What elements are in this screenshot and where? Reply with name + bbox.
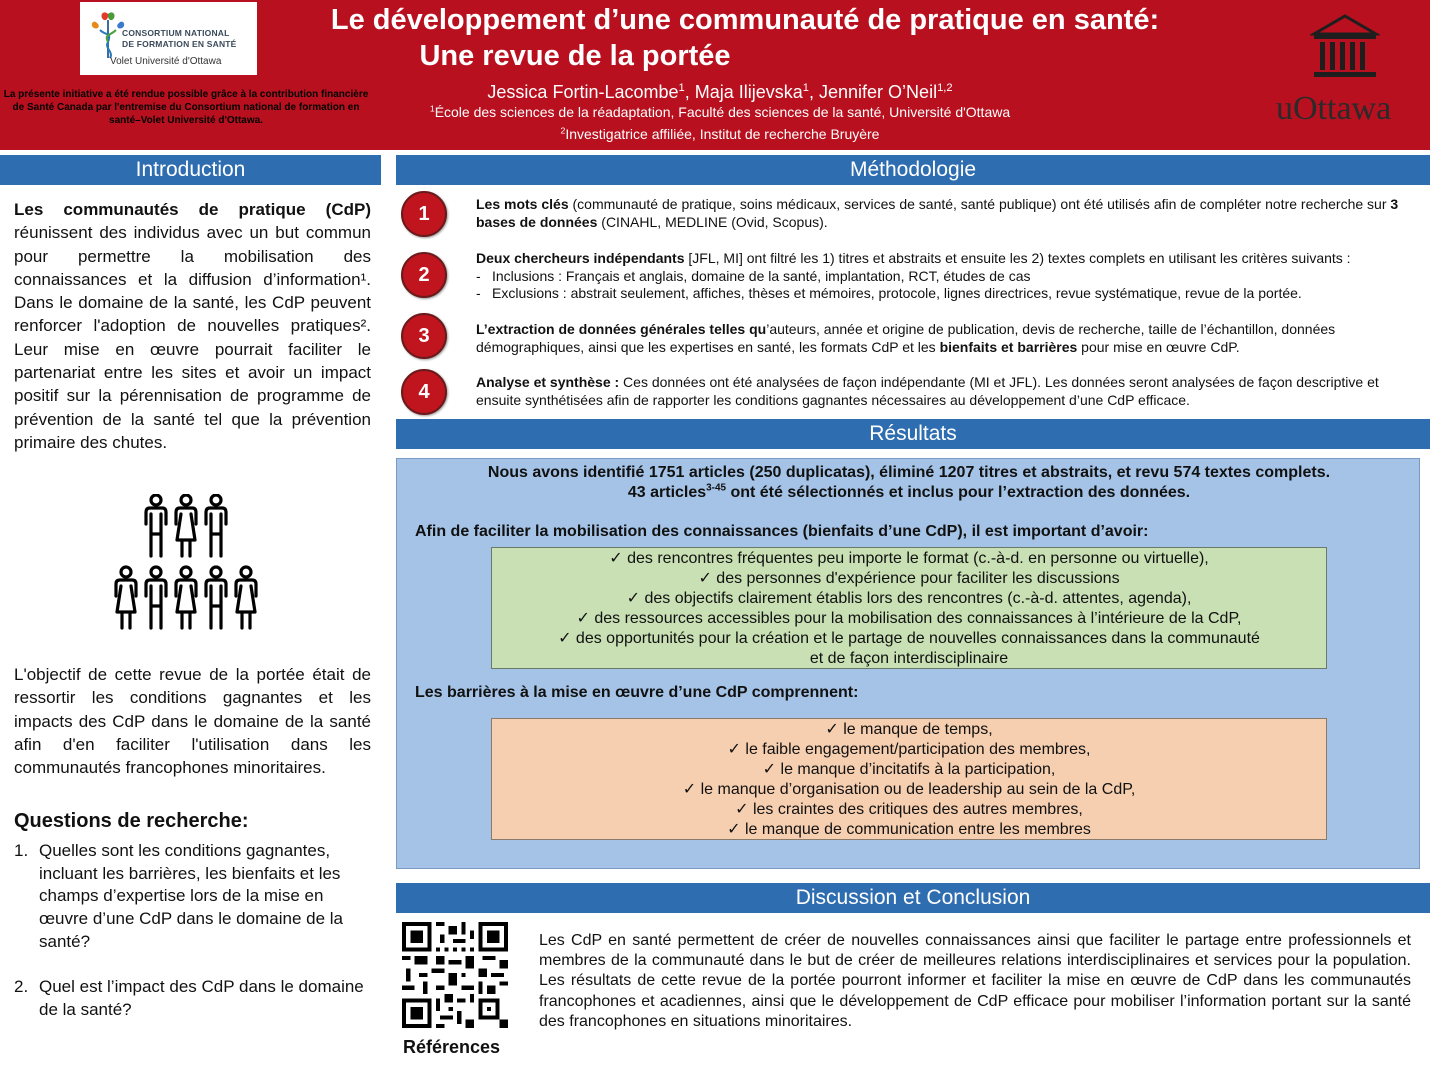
affiliation-2 <box>360 126 1080 142</box>
step-1-text <box>476 196 1416 231</box>
poster-title-line-1: Le développement d’une communauté de pratique en santé: <box>330 4 1160 36</box>
question-text: Quel est l’impact des CdP dans le domaine de la santé? <box>39 977 364 1019</box>
section-introduction: Introduction <box>0 155 381 185</box>
bullet-text: Exclusions : abstrait seulement, affiches, thèses et mémoires, protocole, lignes directrices, revue systématique, revue de la portée. <box>492 285 1302 301</box>
list-item: ✓ le manque de communication entre les membres <box>727 821 1091 839</box>
qr-code-icon[interactable] <box>402 922 508 1028</box>
intro-text: réunissent des individus avec un but commun pour permettre la mobilisation des connaissances et la diffusion d’information¹. Dans le domaine de la santé, les CdP peuvent renforcer l'adoption de nouvelles pratiques². Leur mise en œuvre pourrait faciliter le partenariat entre les sites et avoir un impact positif sur la pérennisation de programme de prévention de la santé tel que la prévention primaire des chutes. <box>14 223 371 452</box>
affiliation-text: Investigatrice affiliée, Institut de recherche Bruyère <box>565 126 880 142</box>
author-sup: 1 <box>802 82 809 94</box>
list-item <box>14 840 374 954</box>
affiliation-sup: 2 <box>560 125 566 136</box>
section-methodology: Méthodologie <box>396 155 1430 185</box>
funding-note: La présente initiative a été rendue possible grâce à la contribution financière de Santé Canada par l'entremise du Consortium national de formation en santé–Volet Université d'Ottawa. <box>3 89 369 126</box>
list-item: - Exclusions : abstrait seulement, affiches, thèses et mémoires, protocole, lignes directrices, revue systématique, revue de la portée. <box>476 285 1302 301</box>
step-bold: bienfaits et barrières <box>939 338 1078 355</box>
step-bold: Analyse et synthèse : <box>476 374 620 390</box>
benefits-list <box>491 547 1327 669</box>
logo-line-2: DE FORMATION EN SANTÉ <box>122 39 237 49</box>
list-item: ✓ le faible engagement/participation des membres, <box>727 741 1091 759</box>
section-discussion: Discussion et Conclusion <box>396 883 1430 913</box>
author-name: Maja Ilijevska <box>694 82 803 102</box>
bullet-text: Inclusions : Français et anglais, domaine de la santé, implantation, RCT, études de cas <box>492 267 1031 284</box>
step-text-part: (communauté de pratique, soins médicaux, services de santé, santé publique) ont été utilisés afin de compléter notre recherche sur <box>568 196 1391 212</box>
author-name: Jennifer O’Neil <box>819 82 938 102</box>
list-item: ✓ le manque d’organisation ou de leadership au sein de la CdP, <box>682 781 1136 799</box>
list-item: ✓ des personnes d'expérience pour faciliter les discussions <box>698 570 1120 588</box>
summary-part: ont été sélectionnés et inclus pour l’extraction des données. <box>726 484 1191 501</box>
results-summary <box>397 463 1421 503</box>
list-item <box>14 976 374 1021</box>
list-item: ✓ des opportunités pour la création et le partage de nouvelles connaissances dans la communauté et de façon interdisciplinaire <box>558 630 1260 668</box>
consortium-logo <box>80 2 257 75</box>
author-name: Jessica Fortin-Lacombe <box>487 82 679 102</box>
step-text-part: [JFL, MI] ont filtré les 1) titres et abstraits et ensuite les 2) textes complets en utilisant les critères suivants : <box>684 250 1351 266</box>
research-questions-list <box>14 840 374 1044</box>
summary-sup: 3-45 <box>706 482 726 494</box>
benefits-title: Afin de faciliter la mobilisation des connaissances (bienfaits d’une CdP), il est important d’avoir: <box>415 523 1149 540</box>
list-item: - Inclusions : Français et anglais, domaine de la santé, implantation, RCT, études de cas <box>476 267 1031 284</box>
affiliation-1 <box>360 104 1080 120</box>
logo-line-1: CONSORTIUM NATIONAL <box>122 28 230 38</box>
step-2-lead <box>476 250 1416 268</box>
step-number-4: 4 <box>401 369 447 415</box>
step-text-part: pour mise en œuvre CdP. <box>1077 338 1240 355</box>
author-sup: 1 <box>678 82 685 94</box>
step-bold: Deux chercheurs indépendants <box>476 250 685 266</box>
step-bold: L’extraction de données générales telles qu <box>476 321 767 337</box>
step-4-text <box>476 374 1416 409</box>
list-item: ✓ des objectifs clairement établis lors des rencontres (c.-à-d. attentes, agenda), <box>626 590 1192 608</box>
step-bold: Les mots clés <box>476 196 569 212</box>
objective-paragraph: L'objectif de cette revue de la portée était de ressortir les conditions gagnantes et les impacts des CdP dans le domaine de la santé afin d'en faciliter l'utilisation dans les communautés francophones minoritaires. <box>14 665 371 778</box>
results-summary-line-2 <box>397 483 1421 503</box>
references-label[interactable]: Références <box>403 1037 501 1057</box>
list-item: ✓ les craintes des critiques des autres membres, <box>735 801 1083 819</box>
intro-bold-lead: Les communautés de pratique (CdP) <box>14 200 371 219</box>
authors: Jessica Fortin-Lacombe$^1$, Maja Ilijevska$^1$, Jennifer O’Neil$^{1,2}$ <box>487 82 953 102</box>
uottawa-building-icon <box>1310 12 1380 82</box>
step-number-1: 1 <box>401 191 447 237</box>
question-number: 1. <box>14 841 29 860</box>
step-2-text <box>476 250 1416 303</box>
poster-header <box>0 0 1430 150</box>
results-panel <box>396 458 1420 869</box>
affiliation-text: École des sciences de la réadaptation, Faculté des sciences de la santé, Université d'Ottawa <box>434 104 1011 120</box>
introduction-paragraph <box>14 198 371 454</box>
step-text-part: ’auteurs, année et origine de publication, devis de recherche, taille de l’échantillon, données démographiques, ainsi que les expertises en santé, les formats CdP et les <box>476 321 1336 355</box>
summary-part: 43 articles <box>627 484 707 501</box>
step-3-text <box>476 321 1416 356</box>
step-bold: 3 bases de données <box>476 196 1399 230</box>
logo-line-3: Volet Université d'Ottawa <box>110 56 222 67</box>
discussion-paragraph: Les CdP en santé permettent de créer de nouvelles connaissances ainsi que faciliter le partage entre professionnels et membres de la communauté dans le but de créer de meilleures relations interdisciplinaires et services pour la population. Les résultats de cette revue de la portée pourront informer et faciliter la mise en œuvre de CdP dans les communautés francophones et acadiennes, ainsi que le développement de CdP efficace pour mobiliser l’information portant sur la santé des francophones en situations minoritaires. <box>539 932 1411 1030</box>
step-number-2: 2 <box>401 252 447 298</box>
results-summary-line-1: Nous avons identifié 1751 articles (250 duplicatas), éliminé 1207 titres et abstraits, et revu 574 textes complets. <box>487 464 1331 481</box>
question-text: Quelles sont les conditions gagnantes, incluant les barrières, les bienfaits et les champs d’expertise lors de la mise en œuvre d’une CdP dans le domaine de la santé? <box>39 841 343 951</box>
poster-title-line-2: Une revue de la portée <box>419 40 731 72</box>
step-text-part: (CINAHL, MEDLINE (Ovid, Scopus). <box>597 213 828 230</box>
step-number-3: 3 <box>401 313 447 359</box>
questions-title: Questions de recherche: <box>14 810 249 832</box>
list-item: ✓ le manque de temps, <box>825 721 993 738</box>
barriers-list <box>491 718 1327 840</box>
section-results: Résultats <box>396 419 1430 449</box>
list-item: ✓ le manque d’incitatifs à la participation, <box>762 761 1056 779</box>
author-sup: 1,2 <box>937 82 953 94</box>
affiliation-sup: 1 <box>429 103 435 114</box>
list-item: ✓ des rencontres fréquentes peu importe le format (c.-à-d. en personne ou virtuelle), <box>609 550 1209 567</box>
people-group-icon <box>110 494 270 634</box>
barriers-title: Les barrières à la mise en œuvre d’une CdP comprennent: <box>415 684 859 701</box>
list-item: ✓ des ressources accessibles pour la mobilisation des connaissances à l’intérieure de la CdP, <box>576 610 1242 628</box>
uottawa-wordmark: uOttawa <box>1276 90 1392 127</box>
question-number: 2. <box>14 977 29 997</box>
step-text-part: Ces données ont été analysées de façon indépendante (MI et JFL). Les données seront analysées de façon descriptive et ensuite synthétisées afin de rapporter les conditions gagnantes nécessaires au développement d’une CdP efficace. <box>476 374 1379 408</box>
